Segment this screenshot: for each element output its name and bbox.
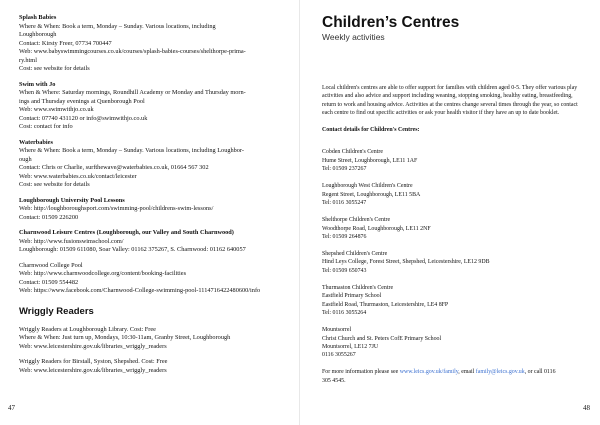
page-number-right: 48: [583, 404, 590, 412]
centre-tel: 0116 3055267: [322, 352, 356, 359]
centre-name: Loughborough West Children's Centre: [322, 183, 413, 190]
right-page: [300, 0, 600, 425]
intro-paragraph: Local children's centres are able to offer support for families with children aged 0-5. They offer various play activities and also advice and support including weaning, stopping smoking, healthy eating, breastfeeding, return to work and housing advice. Activities at the centres change several times through the year, so contact each centre to find out specific activities or ask your health visitor if they have an up to date booklet.: [322, 85, 578, 116]
splash-babies-web: Web: www.babyswimmingcourses.co.uk/courses/splash-babies-courses/shelthorpe-prima-: [19, 48, 246, 55]
family-email-link[interactable]: family@leics.gov.uk: [475, 369, 525, 376]
wriggly-readers-other-web: Web: www.leicestershire.gov.uk/libraries_wriggly_readers: [19, 366, 167, 374]
centre-shepshed: [322, 250, 588, 275]
centre-address: Woodthorpe Road, Loughborough, LE11 2NF: [322, 225, 431, 232]
swim-with-jo-cost: Cost: contact for info: [19, 123, 73, 130]
centre-address: Hind Leys College, Forest Street, Shepshed, Leicestershire, LE12 9DB: [322, 259, 490, 266]
lboro-pool-contact: Contact: 01509 226200: [19, 213, 79, 221]
centre-name: Shelthorpe Children's Centre: [322, 217, 391, 224]
centre-tel: Tel: 01509 264876: [322, 233, 367, 240]
centre-name: Mountsorrel: [322, 327, 352, 334]
splash-babies-title: Splash Babies: [19, 14, 57, 21]
centre-loughborough-west: [322, 182, 588, 207]
wriggly-readers-lboro-web: Web: www.leicestershire.gov.uk/libraries_wriggly_readers: [19, 342, 167, 350]
centre-tel: Tel: 0116 3055264: [322, 309, 367, 316]
charnwood-leisure-contact: Loughborough: 01509 611080, Soar Valley: 01162 375267, S. Charnwood: 01162 640057: [19, 246, 246, 253]
page-title: Children’s Centres: [322, 14, 460, 31]
charnwood-college-web: Web: http://www.charnwoodcollege.org/content/booking-facilities: [19, 270, 187, 277]
wriggly-readers-lboro-when: Where & When: Just turn up, Mondays, 10:30-11am, Granby Street, Loughborough: [19, 334, 231, 341]
centre-name: Shepshed Children's Centre: [322, 251, 388, 258]
waterbabies-web: Web: www.waterbabies.co.uk/contact/leicester: [19, 172, 137, 180]
lboro-pool-title: Loughborough University Pool Lessons: [19, 196, 125, 204]
centre-address-2: Mountsorrel, LE12 7JU: [322, 343, 379, 350]
charnwood-college-facebook: Web: https://www.facebook.com/Charnwood-College-swimming-pool-1114716422480600/info: [19, 287, 261, 294]
splash-babies-when: Where & When: Book a term, Monday – Sunday. Various locations, including: [19, 22, 216, 30]
wriggly-readers-other-block: [19, 358, 288, 375]
more-info-suffix: , or call 0116: [524, 369, 556, 376]
centre-address: Eastfield Primary School: [322, 293, 382, 300]
more-info-prefix: For more information please see: [322, 369, 400, 376]
swim-with-jo-block: [19, 81, 288, 132]
wriggly-readers-lboro-title: Wriggly Readers at Loughborough Library. Cost: Free: [19, 325, 156, 333]
centre-thurmaston: [322, 284, 588, 317]
centre-tel: Tel: 01509 650743: [322, 267, 367, 274]
family-website-link[interactable]: www.leics.gov.uk/family: [399, 369, 459, 376]
centre-mountsorrel: [322, 326, 588, 359]
wriggly-readers-heading: Wriggly Readers: [19, 305, 94, 317]
more-info: [322, 368, 588, 385]
splash-babies-block: [19, 14, 288, 74]
centre-name: Cobden Children's Centre: [322, 149, 383, 156]
centre-cobden: [322, 148, 588, 173]
swim-with-jo-contact: Contact: 07740 431120 or info@swimwithjo.co.uk: [19, 114, 148, 122]
waterbabies-when-2: ough: [19, 155, 32, 163]
page-number-left: 47: [8, 404, 15, 412]
wriggly-readers-lboro-block: [19, 326, 288, 352]
splash-babies-contact: Contact: Kirsty Freer, 07734 700447: [19, 39, 112, 47]
centre-name: Thurmaston Children's Centre: [322, 285, 394, 292]
waterbabies-contact: Contact: Chris or Charlie, surfthewave@waterbabies.co.uk, 01664 567 302: [19, 164, 209, 171]
wriggly-readers-other-title: Wriggly Readers for Birstall, Syston, Shepshed. Cost: Free: [19, 358, 168, 365]
more-info-mid: , email: [458, 369, 476, 376]
splash-babies-cost: Cost: see website for details: [19, 65, 90, 72]
waterbabies-block: [19, 139, 288, 190]
charnwood-leisure-web: Web: http://www.fusionswimschool.com/: [19, 237, 124, 245]
page-subtitle: Weekly activities: [322, 32, 385, 42]
splash-babies-when-2: Loughborough: [19, 31, 57, 38]
charnwood-college-block: [19, 262, 288, 296]
more-info-line: [322, 368, 588, 376]
centre-address-2: Eastfield Road, Thurmaston, Leicestershire, LE4 8FP: [322, 301, 449, 308]
charnwood-college-title: Charnwood College Pool: [19, 261, 83, 269]
contact-heading: Contact details for Children's Centres:: [322, 127, 420, 134]
waterbabies-title: Waterbabies: [19, 138, 53, 146]
centre-address: Hume Street, Loughborough, LE11 1AF: [322, 157, 418, 164]
swim-with-jo-when-2: ings and Thursday evenings at Quenborough Pool: [19, 97, 145, 105]
splash-babies-web-2: ry.html: [19, 56, 37, 64]
charnwood-leisure-block: [19, 229, 288, 255]
swim-with-jo-title: Swim with Jo: [19, 80, 56, 88]
lboro-pool-block: [19, 197, 288, 223]
centre-address: Regent Street, Loughborough, LE11 5BA: [322, 191, 421, 198]
lboro-pool-web: Web: http://loughboroughsport.com/swimming-pool/childrens-swim-lessons/: [19, 205, 214, 212]
charnwood-leisure-title: Charnwood Leisure Centres (Loughborough, our Valley and South Charnwood): [19, 229, 234, 236]
swim-with-jo-web: Web: www.swimwithjo.co.uk: [19, 106, 94, 113]
waterbabies-when: Where & When: Book a term, Monday – Sunday. Various locations, including Loughbor-: [19, 147, 245, 154]
more-info-line-2: 305 4545.: [322, 377, 346, 384]
swim-with-jo-when: When & Where: Saturday mornings, Roundhill Academy or Monday and Thursday morn-: [19, 89, 246, 96]
centre-tel: Tel: 0116 3055247: [322, 199, 367, 206]
centre-shelthorpe: [322, 216, 588, 241]
centre-address: Christ Church and St. Peters CofE Primary School: [322, 335, 442, 342]
charnwood-college-contact: Contact: 01509 554482: [19, 278, 79, 286]
centre-tel: Tel: 01509 237267: [322, 166, 367, 173]
waterbabies-cost: Cost: see website for details: [19, 181, 90, 188]
